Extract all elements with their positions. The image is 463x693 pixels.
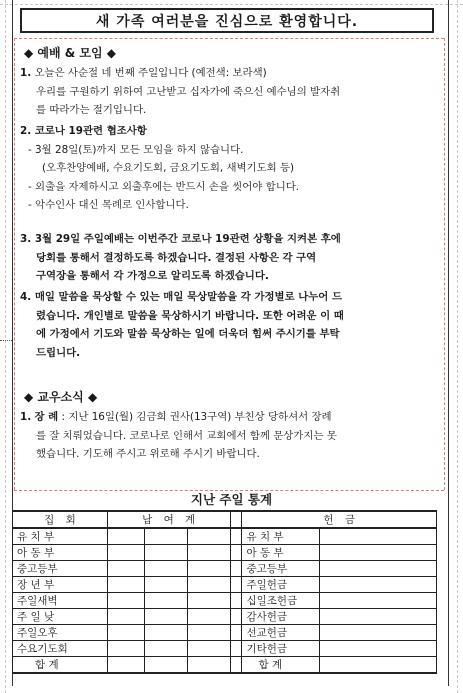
welcome-title-text: 새 가족 여러분을 진심으로 환영합니다. [95, 13, 359, 30]
male-cell [107, 561, 144, 577]
gap-cell [230, 561, 242, 577]
offering-cell [320, 577, 437, 593]
row-label: 중고등부 [13, 561, 108, 577]
gap-cell [230, 593, 242, 609]
table-row [13, 593, 437, 609]
news-item-1-line-1: : 지난 16일(월) 김금희 권사(13구역) 부친상 당하셔서 장례 [61, 411, 332, 423]
offering-cell [320, 657, 437, 674]
offering-label: 주일헌금 [242, 577, 320, 593]
worship-item-4-line-3: 에 가정에서 기도와 말씀 묵상하는 일에 더욱더 힘써 주시기를 부탁 [36, 328, 340, 340]
worship-item-4 [20, 288, 440, 362]
offering-cell [320, 545, 437, 561]
offering-cell [320, 609, 437, 625]
offering-cell [320, 625, 437, 641]
worship-item-2-line-3: (오후찬양예배, 수요기도회, 금요기도회, 새벽기도회 등) [42, 162, 295, 174]
worship-item-1 [20, 64, 440, 120]
layout-guide-right [457, 0, 458, 693]
news-item-1 [20, 408, 440, 464]
total-cell [187, 593, 230, 609]
offering-label: 기타헌금 [242, 641, 320, 657]
row-label: 주 일 낮 [13, 609, 108, 625]
table-row [13, 609, 437, 625]
worship-heading: ◆ 예배 & 모임 ◆ [24, 46, 117, 60]
total-label: 합 계 [13, 657, 108, 674]
female-cell [144, 609, 187, 625]
header-meeting: 집 회 [13, 511, 108, 528]
offering-label: 아 동 부 [242, 545, 320, 561]
male-cell [107, 577, 144, 593]
row-label: 수요기도회 [13, 641, 108, 657]
stats-title [0, 490, 463, 508]
news-item-1-line-2: 를 잘 치뤄었습니다. 코로나로 인해서 교회에서 함께 문상가지는 못 [36, 429, 337, 442]
female-cell [144, 625, 187, 641]
row-label: 아 동 부 [13, 545, 108, 561]
male-cell [107, 593, 144, 609]
offering-total-label: 합 계 [242, 657, 320, 674]
total-cell [187, 625, 230, 641]
worship-item-2-line-5: - 악수인사 대신 목례로 인사합니다. [28, 199, 189, 211]
offering-label: 유 치 부 [242, 528, 320, 545]
news-item-1-line-3: 했습니다. 기도해 주시고 위로해 주시기 바랍니다. [36, 448, 260, 460]
gap-cell [230, 625, 242, 641]
table-total-row [13, 657, 437, 674]
table-header-row [13, 511, 437, 528]
attendance-offering-table [12, 510, 437, 674]
female-cell [144, 545, 187, 561]
total-cell [187, 561, 230, 577]
table-row [13, 528, 437, 545]
item-number: 1. [20, 67, 32, 79]
worship-item-4-line-2: 렸습니다. 개인별로 말씀을 묵상하시기 바랍니다. 또한 어려운 이 때 [36, 309, 344, 322]
gap-cell [230, 641, 242, 657]
worship-item-1-line-2: 우리를 구원하기 위하여 고난받고 십자가에 죽으신 예수님의 발자취 [36, 85, 341, 98]
worship-item-1-line-3: 를 따라가는 절기입니다. [36, 104, 147, 116]
offering-cell [320, 528, 437, 545]
text-area-guide-top [14, 38, 444, 39]
news-item-1-label: 장 례 [34, 411, 59, 423]
row-label: 주일오후 [13, 625, 108, 641]
total-cell [187, 657, 230, 674]
total-cell [187, 641, 230, 657]
female-cell [144, 528, 187, 545]
female-cell [144, 561, 187, 577]
total-cell [187, 528, 230, 545]
offering-label: 감사헌금 [242, 609, 320, 625]
table-row [13, 561, 437, 577]
worship-item-1-line-1: 오늘은 사순절 네 번째 주일입니다 (예전색: 보라색) [34, 67, 267, 79]
worship-item-2-line-2: - 3월 28일(토)까지 모든 모임을 하지 않습니다. [28, 143, 244, 156]
text-area-guide-left [14, 38, 15, 490]
gap-cell [230, 657, 242, 674]
worship-item-2 [20, 122, 440, 215]
item-number: 4. [20, 291, 32, 303]
header-gap [230, 511, 242, 528]
gap-cell [230, 577, 242, 593]
layout-guide-left [5, 0, 6, 693]
worship-item-2-line-1: 코로나 19관련 협조사항 [34, 125, 147, 137]
offering-label: 선교헌금 [242, 625, 320, 641]
total-cell [187, 577, 230, 593]
female-cell [144, 577, 187, 593]
male-cell [107, 657, 144, 674]
gap-cell [230, 528, 242, 545]
worship-item-3-line-1: 3월 29일 주일예배는 이번주간 코로나 19관련 상황을 지켜본 후에 [34, 233, 341, 245]
header-offering: 헌 금 [242, 511, 437, 528]
male-cell [107, 545, 144, 561]
male-cell [107, 641, 144, 657]
gap-cell [230, 545, 242, 561]
female-cell [144, 593, 187, 609]
total-cell [187, 545, 230, 561]
male-cell [107, 609, 144, 625]
female-cell [144, 641, 187, 657]
text-area-guide-right [444, 38, 445, 490]
welcome-title [20, 8, 434, 33]
male-cell [107, 528, 144, 545]
worship-item-4-line-4: 드립니다. [36, 346, 81, 359]
offering-label: 중고등부 [242, 561, 320, 577]
table-row [13, 641, 437, 657]
row-label: 주일새벽 [13, 593, 108, 609]
table-row [13, 625, 437, 641]
row-label: 장 년 부 [13, 577, 108, 593]
item-number: 2. [20, 125, 32, 137]
news-heading: ◆ 교우소식 ◆ [24, 390, 98, 404]
offering-cell [320, 593, 437, 609]
header-count: 남 여 계 [107, 511, 230, 528]
row-label: 유 치 부 [13, 528, 108, 545]
total-cell [187, 609, 230, 625]
table-row [13, 545, 437, 561]
worship-item-3-line-3: 구역장을 통해서 각 가정으로 알리도록 하겠습니다. [36, 270, 269, 282]
offering-label: 십일조헌금 [242, 593, 320, 609]
worship-item-2-line-4: - 외출을 자제하시고 외출후에는 반드시 손을 씻어야 합니다. [28, 180, 300, 193]
worship-item-3 [20, 230, 440, 286]
female-cell [144, 657, 187, 674]
male-cell [107, 625, 144, 641]
worship-item-4-line-1: 매일 말씀을 묵상할 수 있는 매일 묵상말씀을 각 가정별로 나누어 드 [34, 291, 342, 303]
margin-dots [0, 340, 12, 341]
offering-cell [320, 641, 437, 657]
item-number: 3. [20, 233, 32, 245]
worship-item-3-line-2: 당회를 통해서 결정하도록 하겠습니다. 결정된 사항은 각 구역 [36, 251, 317, 264]
item-number: 1. [20, 411, 32, 423]
gap-cell [230, 609, 242, 625]
stats-title-text: 지난 주일 통계 [190, 492, 273, 507]
table-row [13, 577, 437, 593]
offering-cell [320, 561, 437, 577]
